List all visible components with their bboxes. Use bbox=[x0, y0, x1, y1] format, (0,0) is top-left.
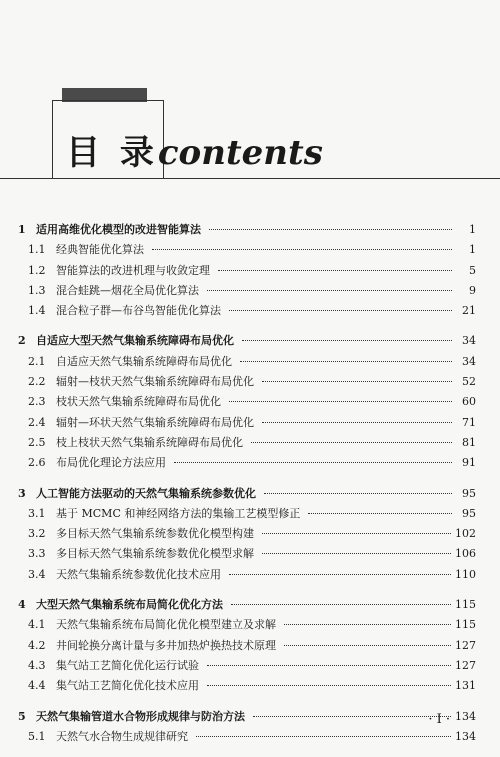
entry-title: 多目标天然气集输系统参数优化模型求解 bbox=[56, 547, 254, 561]
entry-number: 3.1 bbox=[28, 506, 46, 520]
entry-page: 9 bbox=[469, 283, 476, 297]
dot-leader bbox=[251, 442, 452, 443]
toc-section-entry[interactable] bbox=[18, 656, 482, 676]
toc-section-entry[interactable] bbox=[18, 301, 482, 321]
entry-title: 混合粒子群—布谷鸟智能优化算法 bbox=[56, 304, 221, 318]
entry-number: 3.4 bbox=[28, 567, 46, 581]
toc-section-entry[interactable] bbox=[18, 504, 482, 524]
entry-title: 大型天然气集输系统布局简化优化方法 bbox=[36, 598, 223, 612]
entry-number: 3 bbox=[18, 486, 26, 500]
toc-section-entry[interactable] bbox=[18, 352, 482, 372]
entry-number: 2 bbox=[18, 334, 26, 348]
toc-chapter-entry[interactable] bbox=[18, 707, 482, 727]
entry-page: 1 bbox=[469, 223, 476, 236]
entry-number: 2.2 bbox=[28, 375, 46, 389]
title-cn: 目 录 bbox=[66, 133, 158, 173]
entry-title: 枝状天然气集输系统障碍布局优化 bbox=[56, 395, 221, 409]
entry-page: 34 bbox=[462, 354, 476, 368]
entry-number: 2.5 bbox=[28, 435, 46, 449]
entry-page: 131 bbox=[455, 679, 476, 693]
dot-leader bbox=[264, 493, 452, 494]
entry-page: 95 bbox=[462, 506, 476, 520]
entry-title: 智能算法的改进机理与收敛定理 bbox=[56, 263, 210, 277]
dot-leader bbox=[229, 574, 451, 575]
entry-number: 1.1 bbox=[28, 243, 46, 257]
entry-number: 2.6 bbox=[28, 456, 46, 470]
toc-section-entry[interactable] bbox=[18, 392, 482, 412]
entry-number: 5.1 bbox=[28, 729, 46, 743]
entry-page: 1 bbox=[469, 243, 476, 257]
toc-chapter-entry[interactable] bbox=[18, 331, 482, 351]
entry-title: 天然气集输管道水合物形成规律与防治方法 bbox=[36, 709, 245, 723]
toc-section-entry[interactable] bbox=[18, 615, 482, 635]
entry-number: 4 bbox=[18, 598, 26, 612]
dot-leader bbox=[174, 462, 452, 463]
entry-page: 134 bbox=[455, 729, 476, 743]
entry-number: 4.4 bbox=[28, 679, 46, 693]
toc-section-entry[interactable] bbox=[18, 261, 482, 281]
toc-section-entry[interactable] bbox=[18, 544, 482, 564]
dot-leader bbox=[262, 533, 451, 534]
entry-page: 95 bbox=[462, 486, 476, 500]
header-rule bbox=[0, 178, 500, 179]
entry-number: 1.2 bbox=[28, 263, 46, 277]
entry-number: 1.3 bbox=[28, 283, 46, 297]
entry-number: 4.2 bbox=[28, 638, 46, 652]
toc-section-entry[interactable] bbox=[18, 676, 482, 696]
entry-page: 52 bbox=[462, 375, 476, 389]
toc-section-entry[interactable] bbox=[18, 413, 482, 433]
entry-title: 自适应大型天然气集输系统障碍布局优化 bbox=[36, 334, 234, 348]
toc-chapter bbox=[18, 595, 482, 696]
entry-title: 布局优化理论方法应用 bbox=[56, 456, 166, 470]
entry-title: 多目标天然气集输系统参数优化模型构建 bbox=[56, 527, 254, 541]
dot-leader bbox=[207, 290, 452, 291]
toc-section-entry[interactable] bbox=[18, 453, 482, 473]
toc-section-entry[interactable] bbox=[18, 565, 482, 585]
entry-number: 3.3 bbox=[28, 547, 46, 561]
entry-title: 人工智能方法驱动的天然气集输系统参数优化 bbox=[36, 486, 256, 500]
entry-title: 天然气集输系统布局简化优化模型建立及求解 bbox=[56, 618, 276, 632]
dot-leader bbox=[242, 340, 452, 341]
toc-chapter-entry[interactable] bbox=[18, 220, 482, 240]
entry-page: 115 bbox=[455, 618, 476, 632]
entry-page: 34 bbox=[462, 334, 476, 348]
entry-title: 自适应天然气集输系统障碍布局优化 bbox=[56, 354, 232, 368]
entry-title: 集气站工艺简化优化技术应用 bbox=[56, 679, 199, 693]
entry-title: 混合蛙跳—烟花全局优化算法 bbox=[56, 283, 199, 297]
dot-leader bbox=[253, 716, 451, 717]
dot-leader bbox=[209, 229, 452, 230]
toc-chapter-entry[interactable] bbox=[18, 595, 482, 615]
entry-page: 5 bbox=[469, 263, 476, 277]
entry-title: 经典智能优化算法 bbox=[56, 243, 144, 257]
entry-page: 60 bbox=[462, 395, 476, 409]
entry-page: 81 bbox=[462, 435, 476, 449]
entry-number: 4.3 bbox=[28, 658, 46, 672]
toc-section-entry[interactable] bbox=[18, 240, 482, 260]
entry-number: 2.1 bbox=[28, 354, 46, 368]
entry-page: 127 bbox=[455, 658, 476, 672]
dot-leader bbox=[262, 422, 452, 423]
entry-page: 102 bbox=[455, 527, 476, 541]
table-of-contents bbox=[18, 220, 482, 757]
dot-leader bbox=[207, 685, 451, 686]
entry-page: 71 bbox=[462, 415, 476, 429]
toc-chapter bbox=[18, 331, 482, 473]
entry-number: 1.4 bbox=[28, 304, 46, 318]
dot-leader bbox=[262, 381, 452, 382]
entry-number: 5 bbox=[18, 709, 26, 723]
page-title bbox=[66, 128, 323, 176]
toc-section-entry[interactable] bbox=[18, 727, 482, 747]
toc-chapter-entry[interactable] bbox=[18, 484, 482, 504]
entry-page: 134 bbox=[455, 709, 476, 723]
entry-title: 枝上枝状天然气集输系统障碍布局优化 bbox=[56, 435, 243, 449]
dot-leader bbox=[152, 249, 452, 250]
entry-title: 基于 MCMC 和神经网络方法的集输工艺模型修正 bbox=[56, 506, 301, 520]
entry-title: 井间轮换分离计量与多井加热炉换热技术原理 bbox=[56, 638, 276, 652]
toc-chapter bbox=[18, 707, 482, 748]
entry-title: 天然气水合物生成规律研究 bbox=[56, 729, 188, 743]
entry-page: 115 bbox=[455, 598, 476, 612]
dot-leader bbox=[196, 736, 451, 737]
toc-section-entry[interactable] bbox=[18, 372, 482, 392]
entry-number: 3.2 bbox=[28, 527, 46, 541]
dot-leader bbox=[284, 624, 451, 625]
toc-section-entry[interactable] bbox=[18, 433, 482, 453]
toc-chapter bbox=[18, 484, 482, 585]
entry-title: 适用高维优化模型的改进智能算法 bbox=[36, 223, 201, 236]
dot-leader bbox=[218, 270, 452, 271]
entry-page: 21 bbox=[462, 304, 476, 318]
entry-number: 1 bbox=[18, 223, 26, 236]
entry-title: 辐射—枝状天然气集输系统障碍布局优化 bbox=[56, 375, 254, 389]
toc-section-entry[interactable] bbox=[18, 281, 482, 301]
entry-page: 127 bbox=[455, 638, 476, 652]
page-number: · I · bbox=[428, 712, 450, 727]
entry-number: 4.1 bbox=[28, 618, 46, 632]
title-en: contents bbox=[157, 133, 323, 173]
dot-leader bbox=[231, 604, 451, 605]
toc-section-entry[interactable] bbox=[18, 524, 482, 544]
dot-leader bbox=[207, 665, 451, 666]
toc-chapter bbox=[18, 220, 482, 321]
entry-title: 辐射—环状天然气集输系统障碍布局优化 bbox=[56, 415, 254, 429]
entry-page: 110 bbox=[455, 567, 476, 581]
dot-leader bbox=[229, 310, 452, 311]
dot-leader bbox=[308, 513, 452, 514]
dot-leader bbox=[240, 361, 452, 362]
entry-number: 2.4 bbox=[28, 415, 46, 429]
entry-page: 106 bbox=[455, 547, 476, 561]
toc-section-entry[interactable] bbox=[18, 636, 482, 656]
entry-title: 天然气集输系统参数优化技术应用 bbox=[56, 567, 221, 581]
entry-number: 2.3 bbox=[28, 395, 46, 409]
dot-leader bbox=[229, 401, 452, 402]
dot-leader bbox=[262, 553, 451, 554]
entry-page: 91 bbox=[462, 456, 476, 470]
entry-title: 集气站工艺简化优化运行试验 bbox=[56, 658, 199, 672]
dot-leader bbox=[284, 645, 451, 646]
